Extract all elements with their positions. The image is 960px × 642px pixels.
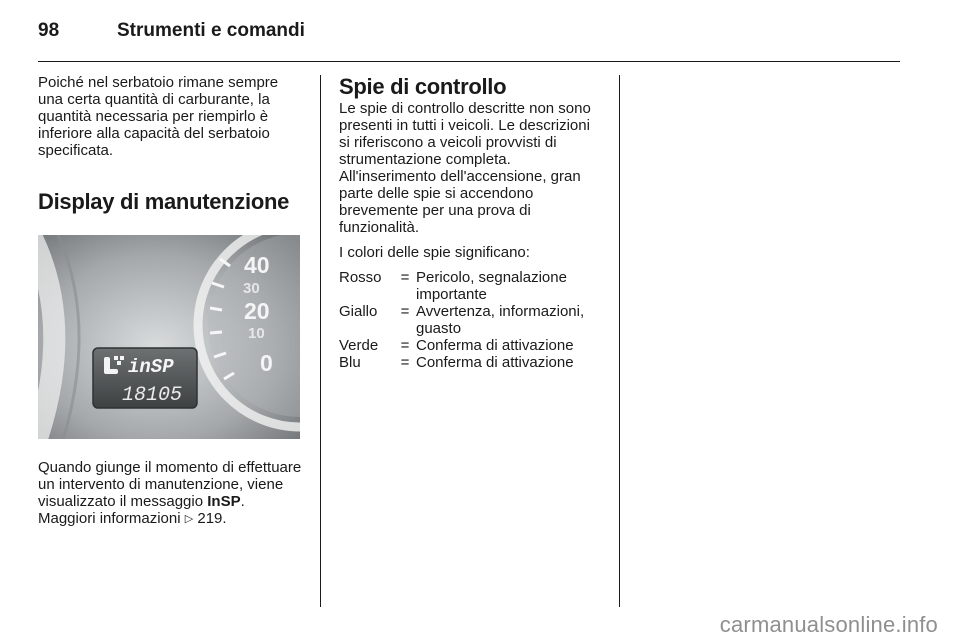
colors-intro: I colori delle spie significano: bbox=[339, 244, 530, 261]
display-odometer: 18105 bbox=[122, 384, 183, 407]
maintenance-text-2: . Maggiori informazioni bbox=[38, 493, 245, 527]
intro-paragraph: Poiché nel serbatoio rimane sempre una certa quantità di carburante, la quantità necessaria per riempirlo è inferiore alla capacità del serbatoio specificata. bbox=[38, 74, 279, 159]
gauge-label: 30 bbox=[243, 280, 260, 297]
gauge-label: 10 bbox=[248, 325, 265, 342]
header-rule bbox=[38, 61, 900, 62]
warning-lights-paragraph: Le spie di controllo descritte non sono presenti in tutti i veicoli. Le descrizioni si riferiscono a veicoli provvisti di strumentazione completa. All'inserimento dell'accensione, gran parte delle spie si accendono brevemente per una prova di funzionalità. bbox=[339, 100, 591, 236]
gauge-label: 0 bbox=[260, 350, 273, 376]
maintenance-paragraph bbox=[38, 459, 306, 528]
gauge-label: 20 bbox=[244, 298, 270, 324]
color-description: Conferma di attivazione bbox=[416, 354, 574, 371]
column-divider-1 bbox=[320, 75, 321, 607]
section-heading-maintenance: Display di manutenzione bbox=[38, 189, 290, 214]
display-message: inSP bbox=[128, 356, 174, 378]
color-equals: = bbox=[400, 303, 410, 320]
reference-page[interactable]: 219. bbox=[197, 510, 227, 527]
gauge-label: 40 bbox=[244, 252, 270, 278]
watermark: carmanualsonline.info bbox=[719, 612, 938, 637]
insp-keyword: InSP bbox=[207, 493, 241, 510]
color-description: Pericolo, segnalazione importante bbox=[416, 269, 567, 303]
color-row bbox=[339, 303, 603, 337]
color-name: Blu bbox=[339, 354, 361, 371]
column-left bbox=[38, 74, 306, 528]
color-name: Verde bbox=[339, 337, 379, 354]
maintenance-text-1: Quando giunge il momento di effettuare un intervento di manutenzione, viene visualizzato il messaggio bbox=[38, 459, 302, 510]
triangle-right-icon: ▷ bbox=[184, 513, 194, 525]
color-name: Giallo bbox=[339, 303, 378, 320]
column-middle bbox=[339, 74, 603, 371]
page-header bbox=[38, 14, 900, 54]
section-heading-warning-lights: Spie di controllo bbox=[339, 74, 507, 99]
color-row bbox=[339, 337, 603, 354]
page-number: 98 bbox=[38, 20, 60, 41]
color-equals: = bbox=[400, 269, 410, 286]
maintenance-display-image bbox=[38, 235, 300, 439]
color-row bbox=[339, 354, 603, 371]
column-divider-2 bbox=[619, 75, 620, 607]
color-name: Rosso bbox=[339, 269, 382, 286]
color-description: Avvertenza, informazioni, guasto bbox=[416, 303, 585, 337]
colors-table bbox=[339, 269, 603, 371]
color-equals: = bbox=[400, 337, 410, 354]
color-row bbox=[339, 269, 603, 303]
running-title: Strumenti e comandi bbox=[117, 20, 305, 41]
color-description: Conferma di attivazione bbox=[416, 337, 574, 354]
color-equals: = bbox=[400, 354, 410, 371]
